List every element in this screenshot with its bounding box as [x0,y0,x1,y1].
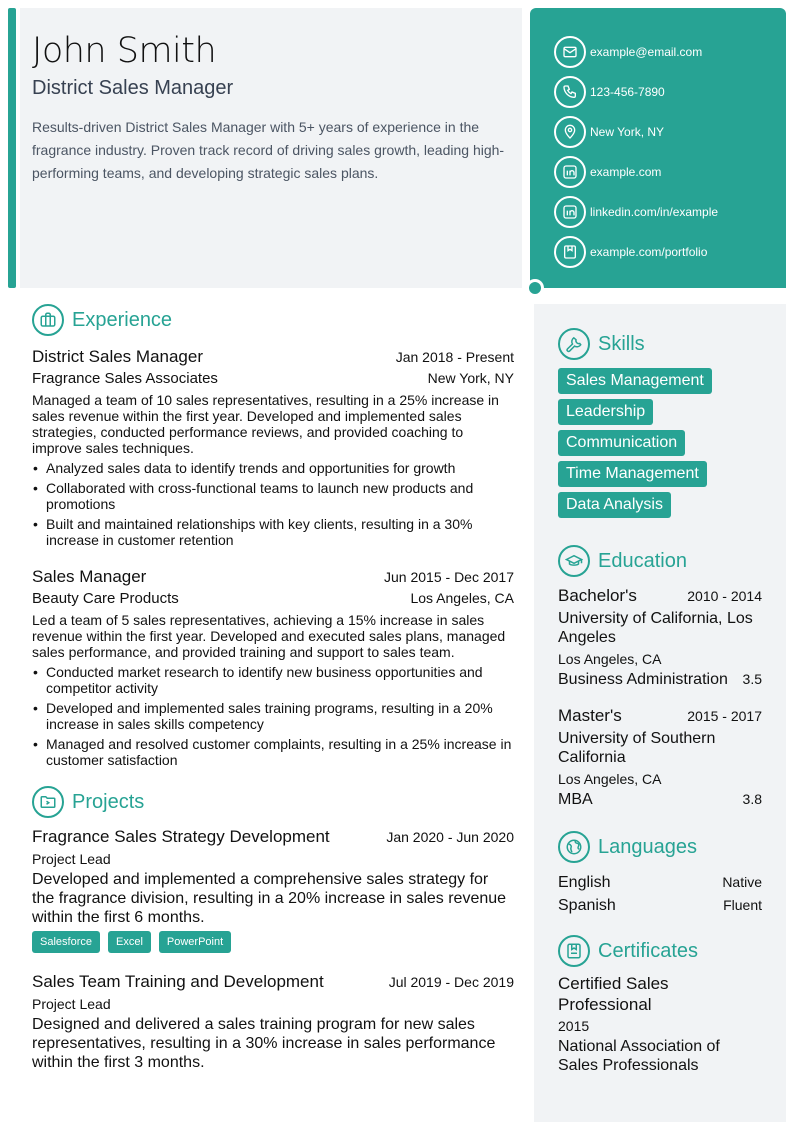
wrench-icon [558,328,590,360]
phone-text: 123-456-7890 [590,85,665,99]
sidebar-column [534,304,786,1122]
certificate-icon [558,935,590,967]
job-company: Fragrance Sales Associates [32,370,218,387]
project-entry [32,971,514,1072]
skills-title: Skills [598,332,645,355]
education-title: Education [598,549,687,572]
website-text: example.com [590,165,662,179]
linkedin-icon [554,156,586,188]
job-bullets [32,460,514,548]
job-description: Led a team of 5 sales representatives, achieving a 15% increase in sales revenue within the first year. Developed and executed sales plans, managed sales performance, and provided training and support to sales team. [32,612,506,660]
edu-school: University of Southern California [558,730,716,766]
contact-website[interactable] [530,152,786,192]
skills-section [558,328,762,523]
accent-bar [8,8,16,288]
skill-tag: Sales Management [558,368,712,394]
projects-section [32,786,514,1072]
job-location: Los Angeles, CA [410,590,514,606]
education-section [558,545,762,811]
languages-section [558,831,762,917]
language-name: English [558,874,611,891]
skill-tag: Time Management [558,461,707,487]
job-bullets [32,664,514,768]
candidate-title: District Sales Manager [32,77,234,99]
experience-section [32,304,514,768]
edu-gpa: 3.5 [742,671,762,687]
edu-location: Los Angeles, CA [558,651,662,667]
cert-name: Certified Sales Professional [558,974,669,1014]
certificate-entry [558,973,762,1075]
skill-tag: Communication [558,430,685,456]
project-tags [32,931,514,953]
resume-header [20,8,522,288]
job-title: District Sales Manager [32,347,204,366]
job-dates: Jan 2018 - Present [395,349,514,365]
phone-icon [554,76,586,108]
language-row [558,871,762,894]
job-bullet: • Analyzed sales data to identify trends and opportunities for growth [32,460,514,476]
experience-title: Experience [72,308,173,331]
graduation-cap-icon [558,545,590,577]
contact-location [530,112,786,152]
job-entry [32,566,514,768]
project-description: Designed and delivered a sales training program for new sales representatives, resulting in a 30% increase in sales performance within the first 3 months. [32,1016,496,1071]
education-entry [558,585,762,691]
portfolio-icon [554,236,586,268]
edu-school: University of California, Los Angeles [558,610,753,646]
project-role: Project Lead [32,851,111,867]
skills-heading [558,328,762,360]
project-entry [32,826,514,953]
job-bullet: • Conducted market research to identify new business opportunities and competitor activity [32,664,514,696]
timeline-dot [529,282,541,294]
contact-email[interactable] [530,32,786,72]
edu-field: Business Administration [558,671,728,688]
main-column [32,304,514,1072]
contact-panel [530,8,786,288]
linkedin-icon [554,196,586,228]
edu-years: 2010 - 2014 [687,588,762,604]
summary: Results-driven District Sales Manager with 5+ years of experience in the fragrance industry. Proven track record of driving sales growth, leading high-performing teams, and developing strategic sales plans. [32,119,505,181]
cert-issuer: National Association of Sales Professionals [558,1038,720,1074]
edu-gpa: 3.8 [742,791,762,807]
edu-years: 2015 - 2017 [687,708,762,724]
skill-tag: Data Analysis [558,492,671,518]
tag: PowerPoint [159,931,231,953]
contact-portfolio[interactable] [530,232,786,272]
languages-heading [558,831,762,863]
projects-title: Projects [72,790,145,813]
edu-degree: Master's [558,706,622,725]
contact-phone[interactable] [530,72,786,112]
education-heading [558,545,762,577]
language-row [558,894,762,917]
project-title: Sales Team Training and Development [32,972,324,991]
edu-location: Los Angeles, CA [558,771,662,787]
certificates-heading [558,935,762,967]
folder-icon [32,786,64,818]
location-text: New York, NY [590,125,665,139]
languages-title: Languages [598,835,697,858]
job-bullet: • Developed and implemented sales training programs, resulting in a 20% increase in sales skills competency [32,700,514,732]
job-dates: Jun 2015 - Dec 2017 [384,569,514,585]
language-level: Native [722,874,762,890]
skill-list [558,368,762,523]
job-location: New York, NY [427,370,514,386]
contact-linkedin[interactable] [530,192,786,232]
linkedin-text: linkedin.com/in/example [590,205,719,219]
language-level: Fluent [723,897,762,913]
edu-degree: Bachelor's [558,586,637,605]
email-text: example@email.com [590,45,703,59]
map-pin-icon [554,116,586,148]
job-title: Sales Manager [32,567,147,586]
project-role: Project Lead [32,996,111,1012]
education-entry [558,705,762,811]
candidate-name: John Smith [32,31,217,71]
mail-icon [554,36,586,68]
cert-year: 2015 [558,1018,590,1034]
project-description: Developed and implemented a comprehensive sales strategy for the fragrance division, resulting in a 20% increase in sales revenue within the first 6 months. [32,871,507,926]
globe-icon [558,831,590,863]
job-bullet: • Managed and resolved customer complaints, resulting in a 25% increase in customer satisfaction [32,736,514,768]
job-entry [32,346,514,548]
briefcase-icon [32,304,64,336]
job-bullet: • Built and maintained relationships with key clients, resulting in a 30% increase in customer retention [32,516,514,548]
skill-tag: Leadership [558,399,653,425]
tag: Salesforce [32,931,100,953]
job-bullet: • Collaborated with cross-functional teams to launch new products and promotions [32,480,514,512]
certificates-title: Certificates [598,939,699,962]
edu-field: MBA [558,791,593,808]
project-dates: Jan 2020 - Jun 2020 [386,829,514,845]
language-list [558,871,762,917]
project-dates: Jul 2019 - Dec 2019 [388,974,514,990]
language-name: Spanish [558,897,616,914]
job-description: Managed a team of 10 sales representatives, resulting in a 25% increase in sales revenue within the first year. Developed and implemented sales strategies, conducted performance reviews, and provided coaching to improve sales techniques. [32,392,499,456]
project-title: Fragrance Sales Strategy Development [32,827,330,846]
certificates-section [558,935,762,1075]
experience-heading [32,304,514,336]
job-company: Beauty Care Products [32,590,179,607]
portfolio-text: example.com/portfolio [590,245,708,259]
tag: Excel [108,931,151,953]
projects-heading [32,786,514,818]
